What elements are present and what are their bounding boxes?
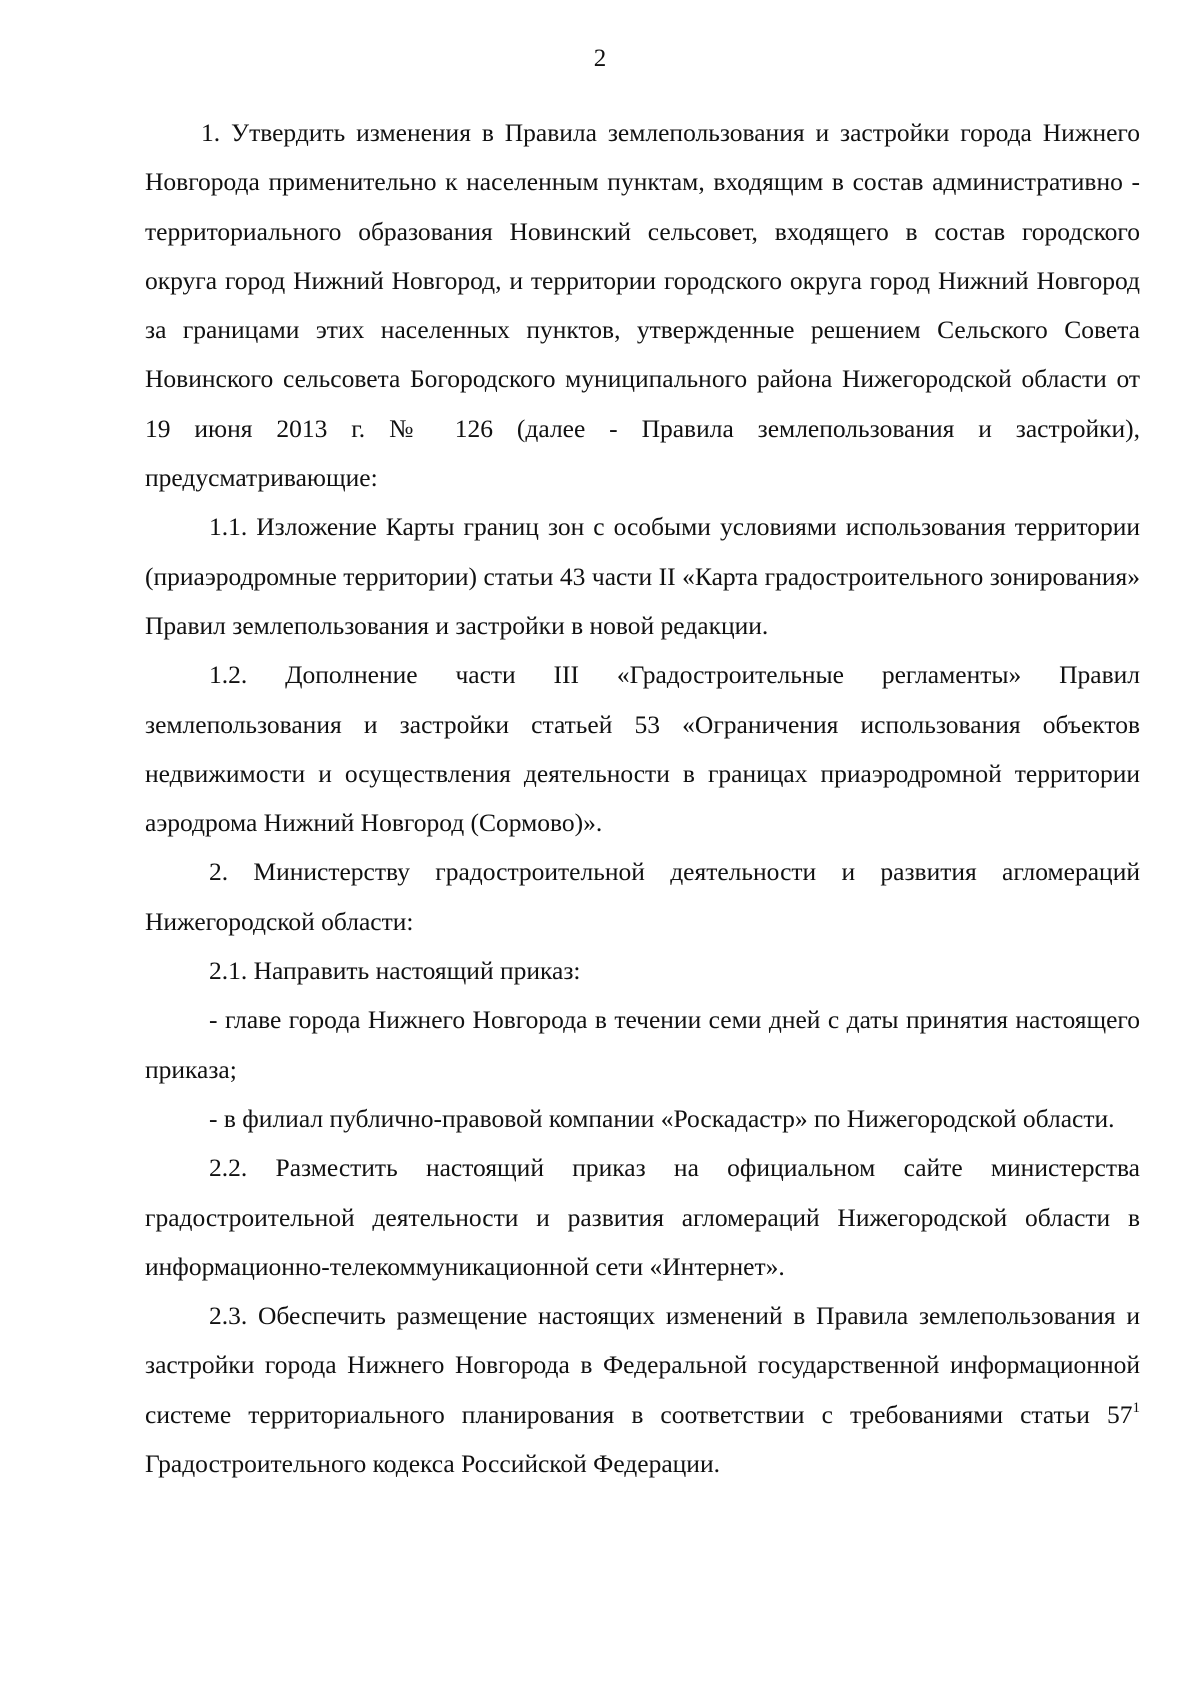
paragraph-2: 2. Министерству градостроительной деятельности и развития агломераций Нижегородской области: [145,857,1140,936]
list-item-city-head: - главе города Нижнего Новгорода в течении семи дней с даты принятия настоящего приказа; [145,1005,1140,1084]
paragraph-1-1: 1.1. Изложение Карты границ зон с особыми условиями использования территории (приаэродромные территории) статьи 43 части II «Карта градостроительного зонирования» Правил землепользования и застройки в новой редакции. [145,512,1140,640]
document-body [145,108,1140,1488]
page-number: 2 [593,45,607,72]
paragraph-2-3 [145,1291,1140,1488]
paragraph-2-3-text: 2.3. Обеспечить размещение настоящих изменений в Правила землепользования и застройки города Нижнего Новгорода в Федеральной государственной информационной системе территориального планирования в соответствии с требованиями статьи 57 [145,1301,1140,1429]
paragraph-2-2: 2.2. Разместить настоящий приказ на официальном сайте министерства градостроительной деятельности и развития агломераций Нижегородской области в информационно-телекоммуникационной сети «Интернет». [145,1153,1140,1281]
paragraph-2-3-text-end: Градостроительного кодекса Российской Федерации. [145,1449,720,1479]
paragraph-1: 1. Утвердить изменения в Правила землепользования и застройки города Нижнего Новгорода применительно к населенным пунктам, входящим в состав административно - территориального образования Новинский сельсовет, входящего в состав городского округа город Нижний Новгород, и территории городского округа город Нижний Новгород за границами этих населенных пунктов, утвержденные решением Сельского Совета Новинского сельсовета Богородского муниципального района Нижегородской области от 19 июня 2013 г. № 126 (далее - Правила землепользования и застройки), предусматривающие: [145,118,1140,493]
list-item-roskadastr: - в филиал публично-правовой компании «Роскадастр» по Нижегородской области. [209,1103,1115,1133]
paragraph-2-1: 2.1. Направить настоящий приказ: [209,956,581,986]
article-superscript: 1 [1132,1399,1140,1416]
paragraph-1-2: 1.2. Дополнение части III «Градостроительные регламенты» Правил землепользования и застройки статьей 53 «Ограничения использования объектов недвижимости и осуществления деятельности в границах приаэродромной территории аэродрома Нижний Новгород (Сормово)». [145,660,1140,838]
